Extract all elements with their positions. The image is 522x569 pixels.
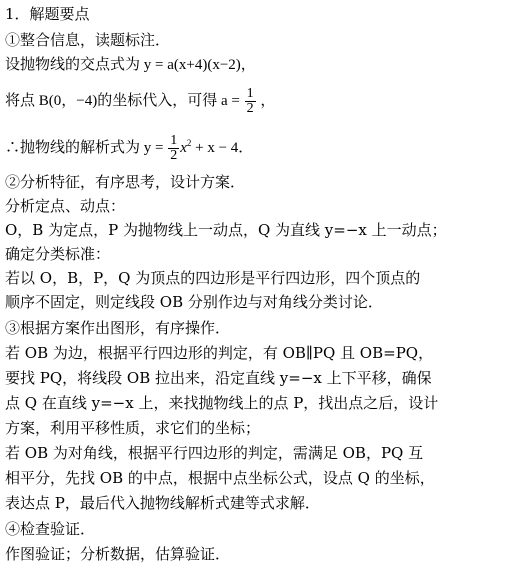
variable-x: x	[180, 140, 187, 156]
fraction-coef-denominator: 2	[170, 148, 178, 164]
result-tail: + x − 4．	[191, 140, 254, 156]
edge-case-line-3: 点 Q 在直线 y=−x 上，来找抛物线上的点 P，找出点之后，设计	[5, 394, 439, 412]
edge-case-line-4: 方案，利用平移性质，求它们的坐标；	[5, 419, 261, 437]
diagonal-case-line-3: 表达点 P，最后代入抛物线解析式建等式求解．	[5, 494, 320, 512]
case-discussion-line: 顺序不固定，则定线段 OB 分别作边与对角线分类讨论．	[5, 293, 383, 311]
fraction-a	[245, 87, 256, 116]
classification-criterion-line: 确定分类标准：	[5, 245, 111, 263]
analyze-points-line: 分析定点、动点：	[5, 197, 126, 215]
fraction-coef-numerator: 1	[170, 133, 178, 149]
fraction-a-denominator: 2	[246, 101, 254, 117]
substitute-tail: ，	[260, 93, 276, 109]
parallelogram-condition-line: 若以 O，B，P，Q 为顶点的四边形是平行四边形，四个顶点的	[5, 269, 421, 287]
step1-title: ①整合信息，读题标注．	[5, 31, 171, 49]
substitute-point-line	[5, 86, 275, 116]
intercept-form-line: 设抛物线的交点式为 y = a(x+4)(x−2)，	[5, 57, 256, 73]
step3-title: ③根据方案作出图形，有序操作．	[5, 319, 231, 337]
substitute-text: 将点 B(0，−4)的坐标代入，可得 a =	[5, 93, 240, 109]
result-text: ∴抛物线的解析式为 y =	[5, 140, 164, 156]
parabola-expression-line	[5, 128, 253, 163]
step4-title: ④检查验证．	[5, 520, 96, 538]
edge-case-line-2: 要找 PQ，将线段 OB 拉出来，沿定直线 y=−x 上下平移，确保	[5, 369, 432, 387]
exponent-2: 2	[186, 138, 192, 148]
fraction-a-numerator: 1	[246, 86, 254, 102]
diagonal-case-line-2: 相平分，先找 OB 的中点，根据中点坐标公式，设点 Q 的坐标，	[5, 469, 435, 487]
step2-title: ②分析特征，有序思考，设计方案．	[5, 173, 246, 191]
heading-solution-points: 1．解题要点	[5, 5, 90, 23]
diagonal-case-line-1: 若 OB 为对角线，根据平行四边形的判定，需满足 OB，PQ 互	[5, 444, 424, 462]
fixed-moving-points-line: O，B 为定点，P 为抛物线上一动点，Q 为直线 y=−x 上一动点；	[5, 221, 447, 239]
verification-line: 作图验证；分析数据，估算验证．	[5, 545, 231, 563]
fraction-coef	[168, 134, 179, 163]
edge-case-line-1: 若 OB 为边，根据平行四边形的判定，有 OB∥PQ 且 OB=PQ，	[5, 344, 434, 362]
